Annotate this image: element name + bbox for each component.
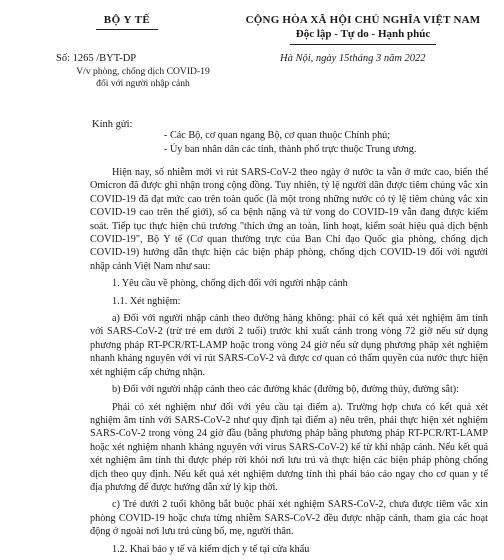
paragraph-b-detail: Phải có xét nghiệm như đối với yêu cầu tại điểm a). Trường hợp chưa có kết quả xét nghiệm âm tính với SARS-CoV-2 như quy định tại điểm a) nêu trên, phải thực hiện xét nghiệm SARS-CoV-2 trong vòng 24 giờ đầu (bằng phương pháp bằng phương pháp RT-PCR/RT-LAMP hoặc xét nghiệm nhanh kháng nguyên với virus SARS-CoV-2) kể từ khi nhập cảnh. Nếu kết quả xét nghiệm âm tính thì được phép rời khỏi nơi lưu trú và thực hiện các biện pháp phòng chống dịch theo quy định. Nếu kết quả xét nghiệm dương tính thì phải báo cáo ngay cho cơ quan y tế địa phương để được hướng dẫn xử lý kịp thời.	[90, 401, 488, 493]
recipient-item: - Ủy ban nhân dân các tỉnh, thành phố trực thuộc Trung ương.	[164, 143, 417, 155]
issuing-agency: BỘ Y TẾ	[103, 14, 151, 26]
document-date: Hà Nội, ngày 15tháng 3 năm 2022	[280, 53, 426, 64]
section-heading: 1. Yêu cầu về phòng, chống dịch đối với người nhập cảnh	[112, 278, 348, 290]
document-body	[90, 166, 488, 560]
intro-paragraph: Hiện nay, số nhiễm mới vì rút SARS-CoV-2 theo ngày ở nước ta vẫn ở mức cao, biến thể Omicron đã được ghi nhận trong cộng đồng. Tuy nhiên, tỷ lệ người dân được tiêm chủng vắc xin COVID-19 đã đạt mức cao trên toàn quốc (là một trong những nước có tỷ lệ tiêm chủng vắc xin COVID-19 cao trên thế giới), số ca bệnh nặng và tử vong do COVID-19 vẫn đang được kiểm soát. Tiếp tục thực hiện chủ trương "thích ứng an toàn, linh hoạt, kiểm soát hiệu quả dịch bệnh COVID-19", Bộ Y tế (Cơ quan thường trực của Ban Chỉ đạo Quốc gia phòng, chống dịch COVID-19) hướng dẫn thực hiện các biện pháp phòng, chống dịch COVID-19 đối với người nhập cảnh Việt Nam như sau:	[90, 167, 488, 272]
document-subject	[38, 66, 248, 89]
national-header	[232, 14, 494, 45]
paragraph-c: c) Trẻ dưới 2 tuổi không bắt buộc phải xét nghiệm SARS-CoV-2, chưa được tiêm vắc xin phòng COVID-19 hoặc chưa từng nhiễm SARS-CoV-2 đều được nhập cảnh, tham gia các hoạt động ở ngoài nơi lưu trú cùng bố, mẹ, người thân.	[90, 499, 488, 538]
paragraph-b: b) Đối với người nhập cảnh theo các đường khác (đường bộ, đường thủy, đường sắt):	[112, 384, 460, 396]
subsection-heading: 1.1. Xét nghiệm:	[112, 295, 181, 307]
motto-underline	[290, 44, 436, 45]
issuing-agency-block	[52, 14, 202, 30]
national-title: CỘNG HÒA XÃ HỘI CHỦ NGHĨA VIỆT NAM	[245, 14, 481, 26]
recipient-item: - Các Bộ, cơ quan ngang Bộ, cơ quan thuộc Chính phủ;	[164, 130, 391, 141]
recipient-list	[164, 129, 416, 156]
document-number: Số: 1265 /BYT-DP	[56, 53, 137, 64]
greeting-label: Kính gửi:	[92, 119, 133, 130]
paragraph-a: a) Đối với người nhập cảnh theo đường hàng không: phải có kết quả xét nghiệm âm tính với SARS-CoV-2 (trừ trẻ em dưới 2 tuổi) trước khi xuất cảnh trong vòng 72 giờ nếu sử dụng phương pháp RT-PCR/RT-LAMP hoặc trong vòng 24 giờ nếu sử dụng phương pháp xét nghiệm nhanh kháng nguyên với vi rút SARS-CoV-2 và được cơ quan có thẩm quyền của nước thực hiện xét nghiệm cấp chứng nhận.	[90, 313, 488, 378]
subject-line-1: V/v phòng, chống dịch COVID-19	[76, 66, 210, 77]
subsection-heading: 1.2. Khai báo y tế và kiểm dịch y tế tại cửa khẩu	[112, 543, 310, 555]
subject-line-2: đối với người nhập cảnh	[96, 77, 190, 89]
agency-underline	[96, 29, 158, 30]
national-motto: Độc lập - Tự do - Hạnh phúc	[295, 28, 431, 41]
